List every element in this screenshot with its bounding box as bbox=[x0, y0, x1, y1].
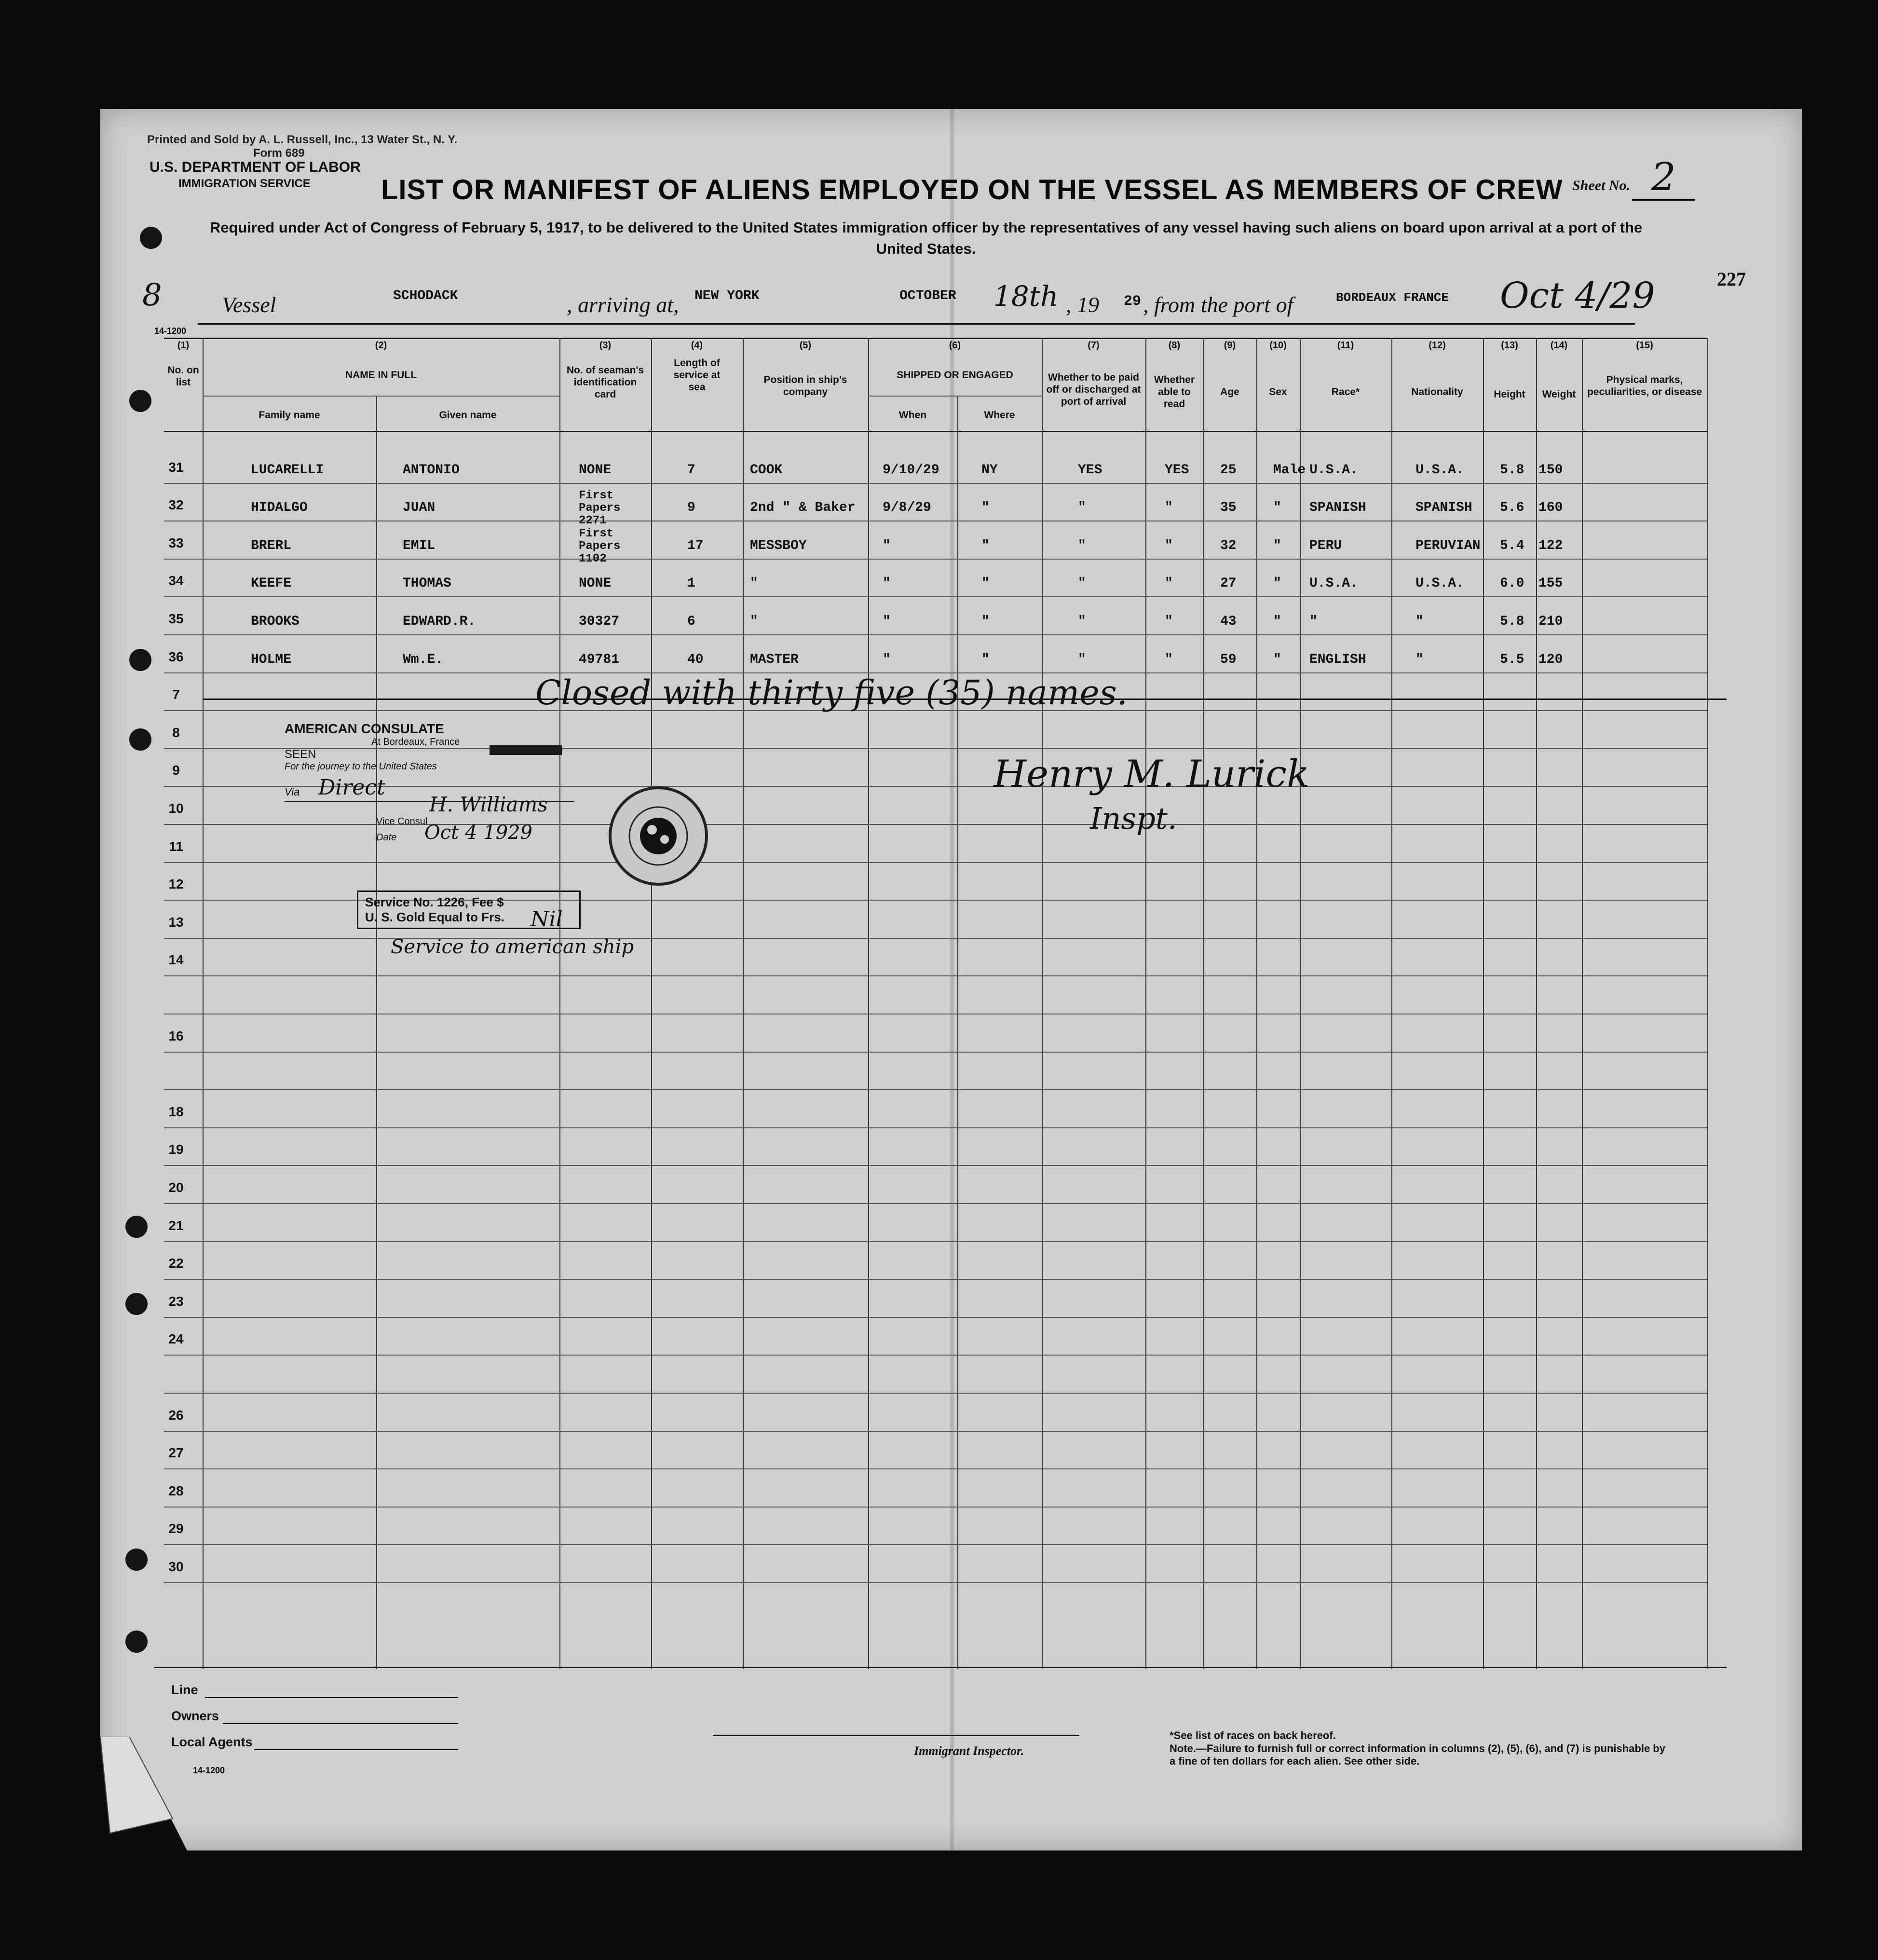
age-cell: 25 bbox=[1220, 463, 1237, 478]
col-number: (15) bbox=[1636, 340, 1653, 351]
col-family-name: Family name bbox=[259, 410, 320, 421]
col-marks: Physical marks, peculiarities, or disease bbox=[1587, 374, 1702, 397]
col-sex: Sex bbox=[1269, 386, 1287, 397]
column-rule bbox=[376, 396, 377, 1669]
row-number: 32 bbox=[168, 497, 184, 512]
inspector-signature: Henry M. Lurick bbox=[993, 753, 1310, 796]
shipped-where-cell: NY bbox=[981, 463, 998, 478]
consulate-line4: For the journey to the United States bbox=[285, 761, 437, 772]
row-number: 27 bbox=[168, 1445, 184, 1460]
row-number: 33 bbox=[168, 535, 184, 550]
row-number: 9 bbox=[172, 763, 180, 778]
binder-hole bbox=[125, 1216, 148, 1238]
column-rule bbox=[651, 338, 652, 1669]
binder-hole bbox=[125, 1293, 148, 1315]
position-cell: " bbox=[750, 614, 758, 629]
paid-off-cell: " bbox=[1078, 538, 1086, 553]
service-length-cell: 6 bbox=[687, 614, 695, 629]
row-rule bbox=[164, 1279, 1707, 1280]
penalty-note: Note.—Failure to furnish full or correct information in columns (2), (5), (6), and (7) is punishable by a fine of ten dollars for each alien. See other side. bbox=[1170, 1742, 1665, 1767]
page-number: 227 bbox=[1717, 268, 1746, 290]
departure-date: Oct 4/29 bbox=[1500, 275, 1655, 316]
sex-cell: " bbox=[1273, 538, 1281, 553]
shipped-where-cell: " bbox=[981, 500, 990, 515]
column-rule bbox=[743, 338, 744, 1669]
column-rule bbox=[1256, 338, 1257, 1669]
family-name-cell: BRERL bbox=[251, 538, 292, 553]
paid-off-cell: YES bbox=[1078, 463, 1102, 478]
row-number: 19 bbox=[168, 1142, 184, 1157]
given-name-cell: ANTONIO bbox=[403, 463, 460, 478]
row-rule bbox=[164, 1582, 1707, 1583]
col-number: (12) bbox=[1429, 340, 1446, 351]
col-age: Age bbox=[1220, 386, 1239, 397]
nationality-cell: U.S.A. bbox=[1415, 576, 1464, 591]
race-note: *See list of races on back hereof. bbox=[1170, 1729, 1336, 1741]
sex-cell: " bbox=[1273, 500, 1281, 515]
row-number: 16 bbox=[168, 1028, 184, 1043]
col-position: Position in ship's company bbox=[763, 374, 847, 397]
col-number: (11) bbox=[1337, 340, 1354, 351]
printer-note: Printed and Sold by A. L. Russell, Inc., 13 Water St., N. Y. bbox=[147, 133, 458, 146]
via-label: Via bbox=[285, 786, 300, 798]
line-label: Line bbox=[171, 1683, 198, 1697]
given-name-cell: THOMAS bbox=[403, 576, 451, 591]
shipped-where-cell: " bbox=[981, 576, 990, 591]
service-length-cell: 40 bbox=[687, 652, 704, 667]
weight-cell: 210 bbox=[1538, 614, 1563, 629]
height-cell: 5.5 bbox=[1500, 652, 1524, 667]
service-line1: Service No. 1226, Fee $ bbox=[365, 895, 504, 909]
id-card-cell: 30327 bbox=[579, 614, 620, 629]
shipped-where-cell: " bbox=[981, 538, 990, 553]
arriving-port: NEW YORK bbox=[694, 288, 760, 303]
race-cell: PERU bbox=[1309, 538, 1342, 553]
binder-hole bbox=[125, 1631, 148, 1653]
col-number: (3) bbox=[599, 340, 612, 351]
from-label: , from the port of bbox=[1143, 292, 1293, 317]
paid-off-cell: " bbox=[1078, 614, 1086, 629]
row-rule bbox=[164, 975, 1707, 976]
column-rule bbox=[1391, 338, 1392, 1669]
closing-note: Closed with thirty five (35) names. bbox=[535, 673, 1128, 713]
col-number: (9) bbox=[1224, 340, 1236, 351]
binder-hole bbox=[125, 1549, 148, 1571]
col-no-on-list: No. on list bbox=[167, 365, 199, 388]
col-height: Height bbox=[1494, 389, 1525, 400]
col-number: (7) bbox=[1088, 340, 1100, 351]
col-paid-off: Whether to be paid off or discharged at port of arrival bbox=[1046, 372, 1141, 407]
row-rule bbox=[164, 1203, 1707, 1204]
header-subrule bbox=[868, 396, 1042, 397]
family-name-cell: BROOKS bbox=[251, 614, 299, 629]
weight-cell: 155 bbox=[1538, 576, 1563, 591]
row-number: 29 bbox=[168, 1521, 184, 1536]
row-rule bbox=[164, 1089, 1707, 1090]
row-number: 14 bbox=[168, 952, 184, 967]
shipped-when-cell: " bbox=[883, 576, 891, 591]
column-rule bbox=[868, 338, 869, 1669]
column-rule bbox=[1707, 338, 1708, 1669]
vessel-label: Vessel bbox=[222, 292, 276, 317]
column-rule bbox=[1300, 338, 1301, 1669]
position-cell: 2nd " & Baker bbox=[750, 500, 856, 515]
row-rule bbox=[164, 1355, 1707, 1356]
col-race: Race* bbox=[1331, 386, 1360, 397]
row-rule bbox=[164, 1544, 1707, 1545]
id-card-cell: First Papers 1102 bbox=[579, 527, 621, 565]
id-card-cell: NONE bbox=[579, 463, 612, 478]
service-length-cell: 17 bbox=[687, 538, 704, 553]
row-rule bbox=[164, 596, 1707, 597]
column-rule bbox=[1536, 338, 1537, 1669]
vice-consul-label: Vice Consul bbox=[376, 816, 428, 827]
column-rule bbox=[1483, 338, 1484, 1669]
able-to-read-cell: " bbox=[1165, 614, 1173, 629]
sheet-label: Sheet No. bbox=[1572, 178, 1630, 193]
consulate-line1: AMERICAN CONSULATE bbox=[285, 721, 444, 736]
owners-field bbox=[223, 1723, 458, 1724]
row-number: 8 bbox=[172, 725, 180, 740]
row-rule bbox=[164, 634, 1707, 635]
sex-cell: " bbox=[1273, 614, 1281, 629]
row-number: 11 bbox=[169, 839, 183, 854]
sheet-number: 2 bbox=[1632, 154, 1695, 201]
id-card-cell: First Papers 2271 bbox=[579, 489, 621, 527]
owners-label: Owners bbox=[171, 1709, 219, 1723]
given-name-cell: Wm.E. bbox=[403, 652, 444, 667]
binder-hole bbox=[129, 390, 151, 412]
row-rule bbox=[164, 1127, 1707, 1128]
col-nationality: Nationality bbox=[1411, 386, 1463, 397]
family-name-cell: HOLME bbox=[251, 652, 292, 667]
height-cell: 5.4 bbox=[1500, 538, 1524, 553]
inspector-label: Immigrant Inspector. bbox=[914, 1744, 1024, 1758]
race-cell: ENGLISH bbox=[1309, 652, 1366, 667]
weight-cell: 160 bbox=[1538, 500, 1563, 515]
row-number: 31 bbox=[168, 460, 184, 475]
position-cell: MASTER bbox=[750, 652, 799, 667]
paid-off-cell: " bbox=[1078, 652, 1086, 667]
col-given-name: Given name bbox=[439, 410, 497, 421]
row-rule bbox=[164, 862, 1707, 863]
age-cell: 43 bbox=[1220, 614, 1237, 629]
row-number: 7 bbox=[172, 687, 180, 702]
row-number: 22 bbox=[168, 1256, 184, 1271]
column-rule bbox=[559, 338, 560, 1669]
position-cell: MESSBOY bbox=[750, 538, 807, 553]
weight-cell: 150 bbox=[1538, 463, 1563, 478]
year-suffix: 29 bbox=[1124, 293, 1142, 310]
from-port: BORDEAUX FRANCE bbox=[1336, 290, 1449, 305]
nationality-cell: SPANISH bbox=[1415, 500, 1472, 515]
age-cell: 32 bbox=[1220, 538, 1237, 553]
shipped-when-cell: " bbox=[883, 614, 891, 629]
row-rule bbox=[164, 1241, 1707, 1242]
col-number: (6) bbox=[949, 340, 961, 351]
via-value: Direct bbox=[318, 775, 385, 800]
col-number: (14) bbox=[1550, 340, 1568, 351]
row-number: 18 bbox=[168, 1104, 184, 1119]
binder-hole bbox=[129, 728, 151, 751]
height-cell: 5.6 bbox=[1500, 500, 1524, 515]
row-number: 35 bbox=[168, 611, 184, 626]
service-note: Service to american ship bbox=[391, 936, 634, 958]
col-number: (8) bbox=[1168, 340, 1181, 351]
binder-hole bbox=[129, 649, 151, 671]
inspector-title: Inspt. bbox=[1090, 801, 1177, 836]
col-number: (2) bbox=[375, 340, 387, 351]
column-rule bbox=[1145, 338, 1146, 1669]
position-cell: COOK bbox=[750, 463, 783, 478]
footer-form-code: 14-1200 bbox=[193, 1766, 225, 1775]
able-to-read-cell: " bbox=[1165, 500, 1173, 515]
row-number: 20 bbox=[168, 1180, 184, 1195]
col-weight: Weight bbox=[1542, 389, 1576, 400]
col-name-in-full: NAME IN FULL bbox=[345, 370, 417, 381]
agents-field bbox=[254, 1749, 458, 1750]
row-number: 21 bbox=[168, 1218, 184, 1233]
sex-cell: " bbox=[1273, 652, 1281, 667]
row-rule bbox=[164, 1317, 1707, 1318]
arrival-day: 18th bbox=[993, 280, 1059, 313]
row-number: 30 bbox=[168, 1559, 184, 1574]
able-to-read-cell: " bbox=[1165, 576, 1173, 591]
column-rule bbox=[1042, 338, 1043, 1669]
manifest-subtitle: Required under Act of Congress of February 5, 1917, to be delivered to the United States immigration officer by the representatives of any vessel having such aliens on board upon arrival at a port of the United States. bbox=[209, 219, 1643, 257]
paid-off-cell: " bbox=[1078, 576, 1086, 591]
consul-signature: H. Williams bbox=[429, 793, 548, 816]
column-rule bbox=[203, 338, 204, 1669]
row-rule bbox=[164, 1468, 1707, 1469]
vessel-name: SCHODACK bbox=[393, 288, 458, 303]
binder-hole bbox=[140, 227, 162, 249]
row-number: 26 bbox=[168, 1408, 184, 1423]
race-cell: U.S.A. bbox=[1309, 576, 1358, 591]
manifest-title: LIST OR MANIFEST OF ALIENS EMPLOYED ON THE VESSEL AS MEMBERS OF CREW bbox=[381, 174, 1563, 206]
line-field bbox=[205, 1697, 458, 1698]
footer-rule bbox=[154, 1667, 1727, 1668]
id-card-cell: 49781 bbox=[579, 652, 620, 667]
shipped-where-cell: " bbox=[981, 614, 990, 629]
consulate-line3: SEEN bbox=[285, 748, 316, 761]
height-cell: 6.0 bbox=[1500, 576, 1524, 591]
able-to-read-cell: " bbox=[1165, 652, 1173, 667]
col-when: When bbox=[898, 410, 927, 421]
inspector-field bbox=[713, 1735, 1079, 1736]
col-number: (5) bbox=[799, 340, 812, 351]
arriving-label: , arriving at, bbox=[567, 292, 679, 317]
id-card-cell: NONE bbox=[579, 576, 612, 591]
row-number: 36 bbox=[168, 649, 184, 664]
row-rule bbox=[164, 1165, 1707, 1166]
column-rule bbox=[1582, 338, 1583, 1669]
department: U.S. DEPARTMENT OF LABOR bbox=[150, 159, 361, 175]
row-number: 24 bbox=[168, 1331, 184, 1346]
race-cell: SPANISH bbox=[1309, 500, 1366, 515]
service-length-cell: 7 bbox=[687, 463, 695, 478]
date-label: Date bbox=[376, 832, 397, 843]
col-id-card: No. of seaman's identification card bbox=[566, 365, 644, 400]
column-rule bbox=[957, 396, 958, 1669]
age-cell: 35 bbox=[1220, 500, 1237, 515]
race-cell: U.S.A. bbox=[1309, 463, 1358, 478]
row-rule bbox=[164, 559, 1707, 560]
col-length-service: Length of service at sea bbox=[673, 357, 721, 393]
header-subrule bbox=[203, 396, 559, 397]
fee-amount: Nil bbox=[531, 907, 563, 932]
col-shipped: SHIPPED OR ENGAGED bbox=[897, 370, 1013, 381]
form-number: Form 689 bbox=[253, 147, 305, 160]
row-rule bbox=[164, 1507, 1707, 1508]
col-able-to-read: Whether able to read bbox=[1154, 374, 1195, 410]
sex-cell: " bbox=[1273, 576, 1281, 591]
form-code: 14-1200 bbox=[154, 326, 187, 336]
given-name-cell: EMIL bbox=[403, 538, 435, 553]
column-rule bbox=[1203, 338, 1204, 1669]
shipped-when-cell: 9/10/29 bbox=[883, 463, 939, 478]
shipped-when-cell: " bbox=[883, 652, 891, 667]
row-rule bbox=[164, 1431, 1707, 1432]
col-number: (13) bbox=[1501, 340, 1518, 351]
race-cell: " bbox=[1309, 614, 1318, 629]
family-name-cell: KEEFE bbox=[251, 576, 292, 591]
folded-corner bbox=[100, 1737, 187, 1850]
given-name-cell: EDWARD.R. bbox=[403, 614, 476, 629]
able-to-read-cell: " bbox=[1165, 538, 1173, 553]
weight-cell: 120 bbox=[1538, 652, 1563, 667]
consulate-stamp bbox=[285, 721, 574, 847]
row-number: 10 bbox=[168, 801, 184, 816]
col-where: Where bbox=[984, 410, 1015, 421]
paid-off-cell: " bbox=[1078, 500, 1086, 515]
row-rule bbox=[164, 1393, 1707, 1394]
col-number: (4) bbox=[691, 340, 703, 351]
shipped-where-cell: " bbox=[981, 652, 990, 667]
margin-mark: 8 bbox=[142, 277, 162, 313]
able-to-read-cell: YES bbox=[1165, 463, 1189, 478]
arrival-month: OCTOBER bbox=[899, 288, 956, 303]
consulate-line2: At Bordeaux, France bbox=[371, 737, 460, 747]
agents-label: Local Agents bbox=[171, 1735, 253, 1749]
weight-cell: 122 bbox=[1538, 538, 1563, 553]
col-number: (10) bbox=[1269, 340, 1287, 351]
nationality-cell: " bbox=[1415, 614, 1424, 629]
family-name-cell: LUCARELLI bbox=[251, 463, 324, 478]
service-line2: U. S. Gold Equal to Frs. bbox=[365, 910, 504, 924]
given-name-cell: JUAN bbox=[403, 500, 435, 515]
service-name: IMMIGRATION SERVICE bbox=[178, 177, 311, 190]
date-value: Oct 4 1929 bbox=[424, 822, 532, 844]
row-number: 34 bbox=[168, 573, 184, 588]
row-rule bbox=[164, 1052, 1707, 1053]
nationality-cell: U.S.A. bbox=[1415, 463, 1464, 478]
shipped-when-cell: " bbox=[883, 538, 891, 553]
service-length-cell: 1 bbox=[687, 576, 695, 591]
shipped-when-cell: 9/8/29 bbox=[883, 500, 931, 515]
row-number: 13 bbox=[168, 915, 184, 930]
sex-cell: Male bbox=[1273, 463, 1306, 478]
service-length-cell: 9 bbox=[687, 500, 695, 515]
age-cell: 27 bbox=[1220, 576, 1237, 591]
row-number: 23 bbox=[168, 1294, 184, 1309]
height-cell: 5.8 bbox=[1500, 463, 1524, 478]
position-cell: " bbox=[750, 576, 758, 591]
cancelled-mark bbox=[490, 745, 562, 755]
row-number: 12 bbox=[168, 877, 184, 891]
height-cell: 5.8 bbox=[1500, 614, 1524, 629]
age-cell: 59 bbox=[1220, 652, 1237, 667]
nationality-cell: PERUVIAN bbox=[1415, 538, 1481, 553]
nationality-cell: " bbox=[1415, 652, 1424, 667]
consular-seal bbox=[608, 785, 709, 887]
col-number: (1) bbox=[177, 340, 190, 351]
year-prefix: , 19 bbox=[1066, 292, 1099, 317]
row-rule bbox=[164, 483, 1707, 484]
row-number: 28 bbox=[168, 1483, 184, 1498]
family-name-cell: HIDALGO bbox=[251, 500, 308, 515]
